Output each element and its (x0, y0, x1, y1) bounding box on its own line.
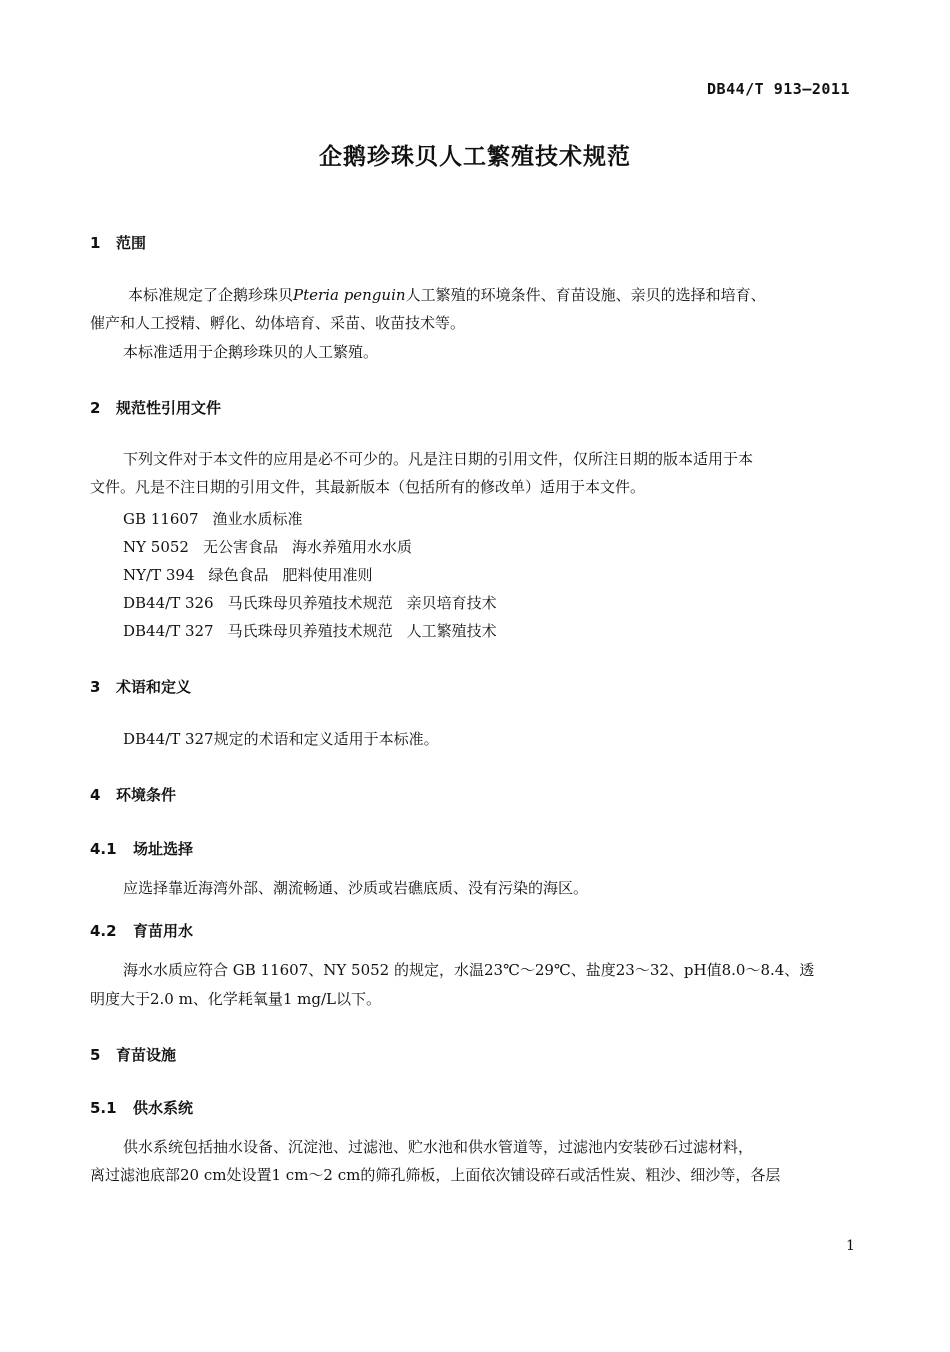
section-4-heading (90, 784, 176, 805)
paragraph-continuation: 离过滤池底部20 cm处设置1 cm～2 cm的筛孔筛板，上面依次铺设碎石或活性炭、粗沙、细沙等，各层 (90, 1166, 781, 1184)
reference-title: 无公害食品 (202, 538, 278, 556)
reference-subtitle: 肥料使用准则 (282, 566, 373, 584)
subsection-number: 4.1 (90, 840, 117, 858)
section-title: 术语和定义 (116, 678, 192, 696)
section-number: 4 (90, 786, 101, 804)
paragraph: 供水系统包括抽水设备、沉淀池、过滤池、贮水池和供水管道等，过滤池内安装砂石过滤材料， (123, 1138, 754, 1156)
section-1-heading (90, 232, 146, 253)
reference-code: DB44/T 326 (123, 594, 214, 612)
subsection-number: 4.2 (90, 922, 117, 940)
subsection-title: 育苗用水 (133, 922, 194, 940)
reference-subtitle: 亲贝培育技术 (406, 594, 497, 612)
reference-subtitle: 海水养殖用水水质 (292, 538, 413, 556)
section-3-heading (90, 676, 191, 697)
reference-title: 渔业水质标准 (212, 510, 303, 528)
section-5-heading (90, 1044, 176, 1065)
reference-item (123, 620, 497, 641)
latin-name: Pteria penguin (293, 286, 406, 304)
section-title: 环境条件 (116, 786, 177, 804)
paragraph-continuation: 文件。凡是不注日期的引用文件，其最新版本（包括所有的修改单）适用于本文件。 (90, 478, 646, 496)
section-2-heading (90, 397, 221, 418)
reference-code: GB 11607 (123, 510, 199, 528)
subsection-4-1-heading (90, 838, 193, 859)
reference-item (123, 592, 497, 613)
reference-title: 马氏珠母贝养殖技术规范 (227, 622, 393, 640)
standard-code: DB44/T 913—2011 (707, 80, 850, 98)
section-title: 育苗设施 (116, 1046, 177, 1064)
subsection-number: 5.1 (90, 1099, 117, 1117)
reference-title: 马氏珠母贝养殖技术规范 (227, 594, 393, 612)
text-span: 本标准规定了企鹅珍珠贝 (128, 286, 294, 304)
section-number: 1 (90, 234, 101, 252)
reference-title: 绿色食品 (208, 566, 269, 584)
section-number: 2 (90, 399, 101, 417)
section-title: 范围 (116, 234, 147, 252)
reference-item (123, 536, 412, 557)
reference-code: NY/T 394 (123, 566, 195, 584)
page-number: 1 (846, 1238, 855, 1254)
reference-item (123, 564, 373, 585)
text-span: 人工繁殖的环境条件、育苗设施、亲贝的选择和培育、 (405, 286, 766, 304)
paragraph (128, 281, 766, 310)
reference-code: NY 5052 (123, 538, 189, 556)
paragraph: 本标准适用于企鹅珍珠贝的人工繁殖。 (123, 343, 379, 361)
document-title: 企鹅珍珠贝人工繁殖技术规范 (319, 144, 631, 170)
section-title: 规范性引用文件 (116, 399, 222, 417)
paragraph: 应选择靠近海湾外部、潮流畅通、沙质或岩礁底质、没有污染的海区。 (123, 879, 589, 897)
reference-code: DB44/T 327 (123, 622, 214, 640)
paragraph: DB44/T 327规定的术语和定义适用于本标准。 (123, 730, 439, 748)
subsection-title: 场址选择 (133, 840, 194, 858)
subsection-4-2-heading (90, 920, 193, 941)
paragraph-continuation: 催产和人工授精、孵化、幼体培育、采苗、收苗技术等。 (90, 314, 466, 332)
paragraph: 下列文件对于本文件的应用是必不可少的。凡是注日期的引用文件，仅所注日期的版本适用于本 (123, 450, 754, 468)
subsection-title: 供水系统 (133, 1099, 194, 1117)
paragraph: 海水水质应符合 GB 11607、NY 5052 的规定，水温23℃～29℃、盐度23～32、pH值8.0～8.4、透 (123, 961, 815, 979)
section-number: 3 (90, 678, 101, 696)
reference-item (123, 508, 303, 529)
paragraph-continuation: 明度大于2.0 m、化学耗氧量1 mg/L以下。 (90, 990, 381, 1008)
subsection-5-1-heading (90, 1097, 193, 1118)
reference-subtitle: 人工繁殖技术 (406, 622, 497, 640)
section-number: 5 (90, 1046, 101, 1064)
